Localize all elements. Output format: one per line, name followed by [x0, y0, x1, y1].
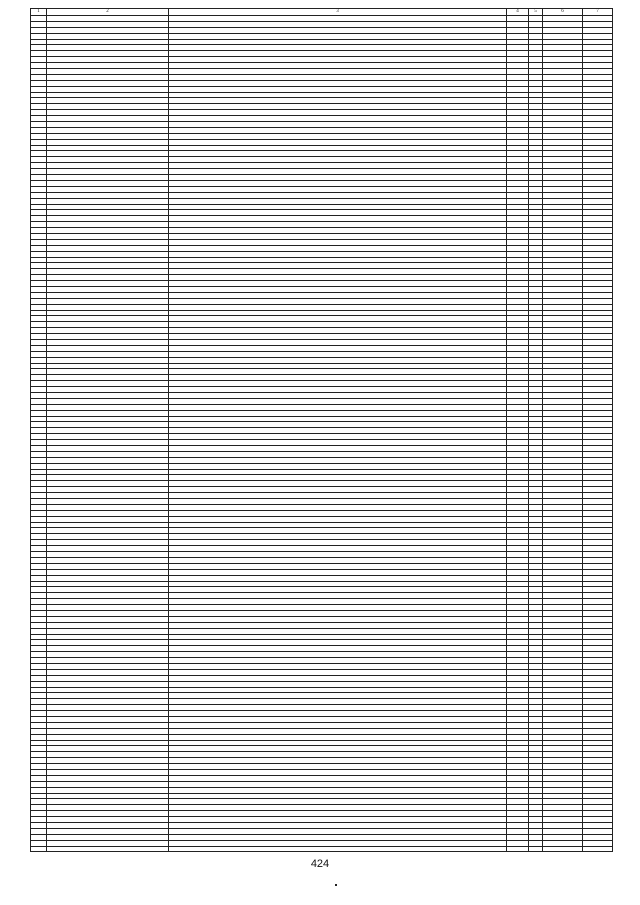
table-cell	[31, 846, 47, 852]
table-cell	[529, 846, 543, 852]
column-number-row	[31, 9, 613, 16]
table-cell	[169, 846, 507, 852]
table-cell	[507, 846, 529, 852]
scan-speck	[335, 884, 337, 886]
table-row	[31, 846, 613, 852]
column-number: 2	[47, 9, 169, 16]
table-cell	[583, 846, 613, 852]
column-number: 5	[529, 9, 543, 16]
work-schedule-table	[30, 8, 613, 852]
column-number: 7	[583, 9, 613, 16]
column-number: 6	[543, 9, 583, 16]
page-number: 424	[310, 858, 330, 870]
table-cell	[543, 846, 583, 852]
column-number: 4	[507, 9, 529, 16]
column-number: 1	[31, 9, 47, 16]
column-number: 3	[169, 9, 507, 16]
document-sheet	[30, 8, 612, 852]
table-body	[31, 16, 613, 852]
table-cell	[47, 846, 169, 852]
